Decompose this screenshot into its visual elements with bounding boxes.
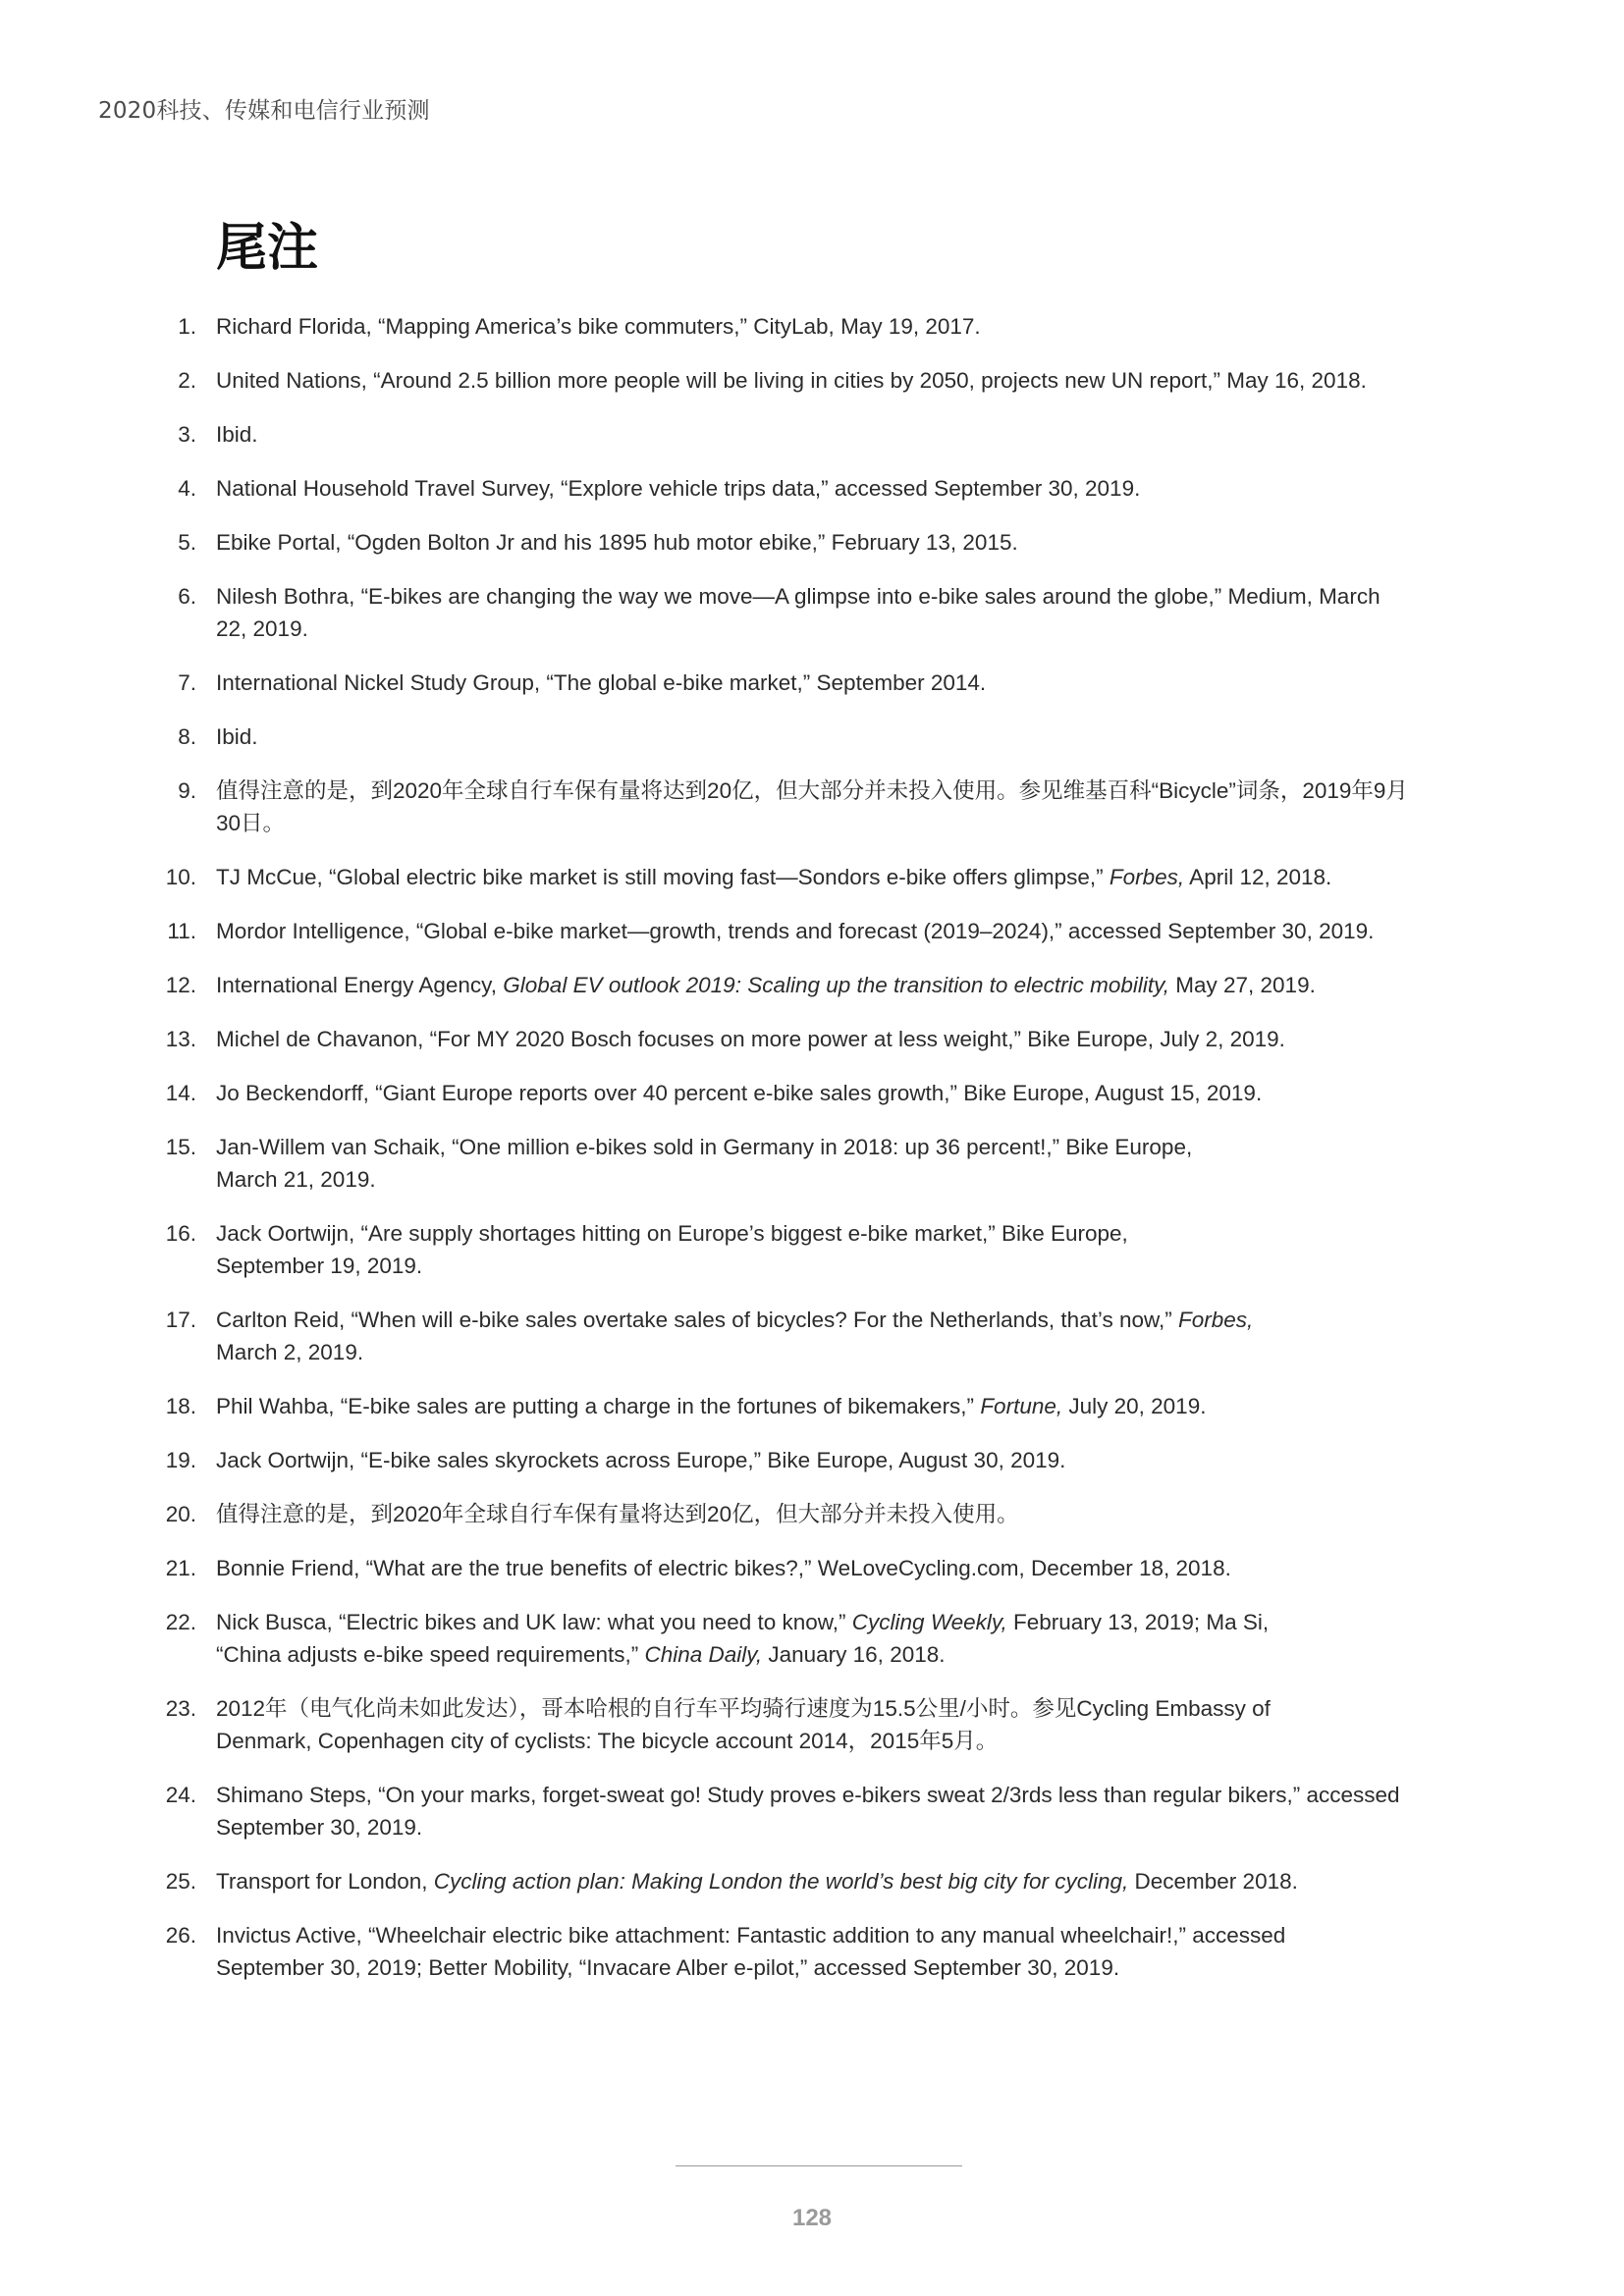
- endnote-segment: Nilesh Bothra, “E-bikes are changing the way we move—A glimpse into e-bike sales around the globe,” Medium, March 22, 2019.: [216, 584, 1380, 641]
- endnote-segment: International Energy Agency,: [216, 973, 504, 997]
- endnote-text: [216, 1131, 1414, 1196]
- endnote-italic-title: Global EV outlook 2019: Scaling up the transition to electric mobility,: [503, 973, 1169, 997]
- endnote-number: 13.: [165, 1027, 196, 1051]
- endnote-text: [216, 1606, 1414, 1671]
- endnote-number: 23.: [165, 1696, 196, 1721]
- endnote-text: [216, 969, 1414, 1001]
- endnote-item: [165, 1131, 1414, 1196]
- endnote-number: 12.: [165, 973, 196, 997]
- running-header: 2020科技、传媒和电信行业预测: [98, 98, 430, 124]
- endnote-text: [216, 1023, 1414, 1055]
- endnote-text: [216, 1390, 1414, 1422]
- endnote-number: 25.: [165, 1869, 196, 1894]
- page-number: 128: [791, 2205, 833, 2231]
- endnote-number: 6.: [178, 584, 196, 609]
- endnote-text: [216, 1779, 1414, 1843]
- endnote-text: [216, 667, 1414, 699]
- endnote-item: [165, 1498, 1414, 1530]
- endnote-segment: Richard Florida, “Mapping America’s bike commuters,” CityLab, May 19, 2017.: [216, 314, 981, 339]
- endnote-item: [178, 364, 1414, 397]
- endnote-segment: Bonnie Friend, “What are the true benefits of electric bikes?,” WeLoveCycling.com, December 18, 2018.: [216, 1556, 1231, 1580]
- endnote-segment: Jack Oortwijn, “Are supply shortages hitting on Europe’s biggest e-bike market,” Bike Europe,: [216, 1221, 1128, 1246]
- endnote-item: [165, 1304, 1414, 1368]
- endnote-item: [165, 969, 1414, 1001]
- endnote-number: 2.: [178, 368, 196, 393]
- endnote-segment: Denmark, Copenhagen city of cyclists: The bicycle account 2014，2015年5月。: [216, 1729, 999, 1753]
- endnote-item: [165, 1077, 1414, 1109]
- endnote-item: [165, 861, 1414, 893]
- endnote-number: 7.: [178, 670, 196, 695]
- endnote-segment: Ebike Portal, “Ogden Bolton Jr and his 1895 hub motor ebike,” February 13, 2015.: [216, 530, 1018, 555]
- endnote-segment: Michel de Chavanon, “For MY 2020 Bosch focuses on more power at less weight,” Bike Europe, July 2, 2019.: [216, 1027, 1285, 1051]
- endnote-text: [216, 1304, 1414, 1368]
- endnote-segment: July 20, 2019.: [1062, 1394, 1207, 1418]
- endnote-segment: Invictus Active, “Wheelchair electric bike attachment: Fantastic addition to any manual wheelchair!,” accessed: [216, 1923, 1286, 1948]
- endnote-segment: TJ McCue, “Global electric bike market is still moving fast—Sondors e-bike offers glimpse,”: [216, 865, 1110, 889]
- endnote-number: 20.: [165, 1502, 196, 1526]
- endnote-text: [216, 526, 1414, 559]
- endnote-italic-title: Forbes,: [1178, 1308, 1254, 1332]
- endnote-segment: March 2, 2019.: [216, 1340, 364, 1364]
- endnote-text: [216, 1552, 1414, 1584]
- endnote-segment: 值得注意的是，到2020年全球自行车保有量将达到20亿，但大部分并未投入使用。参见维基百科“Bicycle”词条，2019年9月30日。: [216, 778, 1408, 835]
- endnote-number: 4.: [178, 476, 196, 501]
- endnote-segment: Ibid.: [216, 724, 258, 749]
- endnote-item: [178, 472, 1414, 505]
- section-title: 尾注: [216, 219, 319, 278]
- endnote-text: [216, 1919, 1414, 1984]
- endnote-number: 15.: [165, 1135, 196, 1159]
- endnote-segment: February 13, 2019; Ma Si,: [1006, 1610, 1270, 1634]
- endnote-text: [216, 1444, 1414, 1476]
- endnote-segment: Jo Beckendorff, “Giant Europe reports over 40 percent e-bike sales growth,” Bike Europe, August 15, 2019.: [216, 1081, 1263, 1105]
- endnote-segment: International Nickel Study Group, “The global e-bike market,” September 2014.: [216, 670, 987, 695]
- endnote-text: [216, 418, 1414, 451]
- endnote-text: [216, 310, 1414, 343]
- endnote-segment: “China adjusts e-bike speed requirements,”: [216, 1642, 645, 1667]
- endnote-segment: December 2018.: [1128, 1869, 1298, 1894]
- endnote-italic-title: Cycling Weekly,: [851, 1610, 1007, 1634]
- endnote-italic-title: Forbes,: [1109, 865, 1185, 889]
- endnote-number: 3.: [178, 422, 196, 447]
- endnote-number: 11.: [167, 919, 196, 943]
- endnote-segment: Jan-Willem van Schaik, “One million e-bikes sold in Germany in 2018: up 36 percent!,” Bike Europe,: [216, 1135, 1193, 1159]
- endnote-number: 17.: [165, 1308, 196, 1332]
- endnote-item: [165, 1444, 1414, 1476]
- endnote-text: [216, 915, 1414, 947]
- endnote-number: 16.: [165, 1221, 196, 1246]
- endnote-text: [216, 1217, 1414, 1282]
- endnote-segment: 值得注意的是，到2020年全球自行车保有量将达到20亿，但大部分并未投入使用。: [216, 1502, 1019, 1526]
- endnote-number: 22.: [165, 1610, 196, 1634]
- endnote-number: 19.: [165, 1448, 196, 1472]
- endnote-item: [165, 1552, 1414, 1584]
- endnote-number: 24.: [165, 1783, 196, 1807]
- endnote-segment: Jack Oortwijn, “E-bike sales skyrockets across Europe,” Bike Europe, August 30, 2019.: [216, 1448, 1066, 1472]
- endnote-segment: Mordor Intelligence, “Global e-bike market—growth, trends and forecast (2019–2024),” accessed September 30, 2019.: [216, 919, 1375, 943]
- endnote-text: [216, 1692, 1414, 1757]
- endnote-item: [165, 1692, 1414, 1757]
- endnote-segment: Carlton Reid, “When will e-bike sales overtake sales of bicycles? For the Netherlands, that’s now,”: [216, 1308, 1179, 1332]
- endnote-segment: Nick Busca, “Electric bikes and UK law: what you need to know,”: [216, 1610, 852, 1634]
- endnote-segment: Transport for London,: [216, 1869, 434, 1894]
- endnote-number: 5.: [178, 530, 196, 555]
- endnote-text: [216, 472, 1414, 505]
- endnote-segment: United Nations, “Around 2.5 billion more people will be living in cities by 2050, projects new UN report,” May 16, 2018.: [216, 368, 1367, 393]
- endnotes-list: [165, 310, 1414, 2005]
- endnote-segment: September 30, 2019; Better Mobility, “Invacare Alber e-pilot,” accessed September 30, 2019.: [216, 1955, 1120, 1980]
- endnote-segment: March 21, 2019.: [216, 1167, 376, 1192]
- endnote-item: [167, 915, 1414, 947]
- endnote-segment: Shimano Steps, “On your marks, forget-sweat go! Study proves e-bikers sweat 2/3rds less than regular bikers,” accessed September 30, 2019.: [216, 1783, 1400, 1840]
- endnote-number: 18.: [165, 1394, 196, 1418]
- endnote-text: [216, 774, 1414, 839]
- endnote-item: [178, 774, 1414, 839]
- endnote-item: [178, 526, 1414, 559]
- endnote-item: [165, 1779, 1414, 1843]
- endnote-number: 10.: [165, 865, 196, 889]
- endnote-item: [165, 1023, 1414, 1055]
- endnote-number: 26.: [165, 1923, 196, 1948]
- endnote-number: 21.: [165, 1556, 196, 1580]
- endnote-text: [216, 1077, 1414, 1109]
- endnote-segment: National Household Travel Survey, “Explore vehicle trips data,” accessed September 30, 2019.: [216, 476, 1141, 501]
- endnote-text: [216, 1865, 1414, 1897]
- endnote-segment: 2012年（电气化尚未如此发达），哥本哈根的自行车平均骑行速度为15.5公里/小时。参见Cycling Embassy of: [216, 1696, 1271, 1721]
- endnote-text: [216, 364, 1414, 397]
- endnote-item: [165, 1865, 1414, 1897]
- endnote-item: [165, 1606, 1414, 1671]
- endnote-italic-title: Fortune,: [980, 1394, 1063, 1418]
- endnote-item: [178, 418, 1414, 451]
- endnote-segment: May 27, 2019.: [1168, 973, 1316, 997]
- endnote-italic-title: China Daily,: [644, 1642, 763, 1667]
- endnote-segment: April 12, 2018.: [1184, 865, 1332, 889]
- endnote-item: [165, 1217, 1414, 1282]
- footer-divider: [676, 2165, 962, 2166]
- endnote-text: [216, 721, 1414, 753]
- endnote-text: [216, 1498, 1414, 1530]
- endnote-number: 14.: [165, 1081, 196, 1105]
- endnote-number: 9.: [178, 778, 196, 803]
- endnote-segment: January 16, 2018.: [762, 1642, 946, 1667]
- endnote-italic-title: Cycling action plan: Making London the world’s best big city for cycling,: [433, 1869, 1129, 1894]
- endnote-text: [216, 580, 1414, 645]
- endnote-segment: Ibid.: [216, 422, 258, 447]
- endnote-item: [178, 667, 1414, 699]
- endnote-item: [178, 310, 1414, 343]
- endnote-item: [178, 721, 1414, 753]
- endnote-number: 1.: [178, 314, 196, 339]
- endnote-number: 8.: [178, 724, 196, 749]
- endnote-item: [165, 1919, 1414, 1984]
- endnote-item: [165, 1390, 1414, 1422]
- endnote-segment: September 19, 2019.: [216, 1254, 423, 1278]
- endnote-item: [178, 580, 1414, 645]
- endnote-segment: Phil Wahba, “E-bike sales are putting a charge in the fortunes of bikemakers,”: [216, 1394, 981, 1418]
- endnote-text: [216, 861, 1414, 893]
